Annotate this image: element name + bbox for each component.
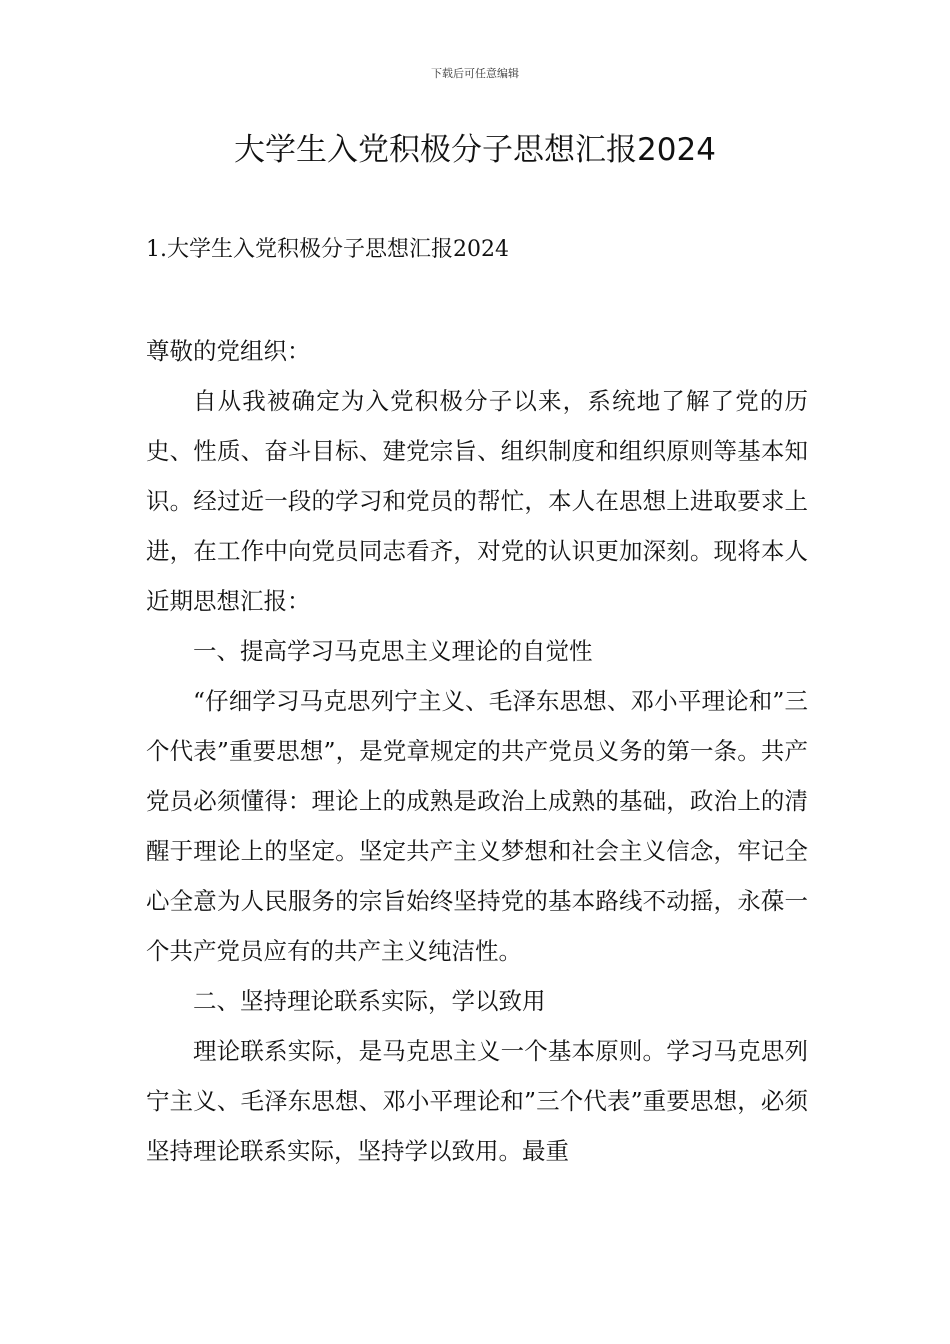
- salutation: 尊敬的党组织：: [146, 337, 311, 365]
- section-heading: 1.大学生入党积极分子思想汇报2024: [146, 237, 509, 262]
- paragraph-theory-study: “仔细学习马克思列宁主义、毛泽东思想、邓小平理论和”三个代表”重要思想”，是党章规定的共产党员义务的第一条。共产党员必须懂得：理论上的成熟是政治上成熟的基础，政治上的清醒于理论上的坚定。坚定共产主义梦想和社会主义信念，牢记全心全意为人民服务的宗旨始终坚持党的基本路线不动摇，永葆一个共产党员应有的共产主义纯洁性。: [146, 687, 808, 965]
- header-note: 下载后可任意编辑: [431, 67, 519, 80]
- paragraph-intro: 自从我被确定为入党积极分子以来，系统地了解了党的历史、性质、奋斗目标、建党宗旨、组织制度和组织原则等基本知识。经过近一段的学习和党员的帮忙，本人在思想上进取要求上进，在工作中向党员同志看齐，对党的认识更加深刻。现将本人近期思想汇报：: [146, 387, 808, 615]
- document-title: 大学生入党积极分子思想汇报2024: [234, 132, 716, 168]
- document-body: [146, 326, 808, 1176]
- section-heading-two: 二、坚持理论联系实际，学以致用: [193, 987, 546, 1015]
- paragraph-theory-practice: 理论联系实际，是马克思主义一个基本原则。学习马克思列宁主义、毛泽东思想、邓小平理论和”三个代表”重要思想，必须坚持理论联系实际，坚持学以致用。最重: [146, 1037, 808, 1165]
- section-heading-one: 一、提高学习马克思主义理论的自觉性: [193, 637, 593, 665]
